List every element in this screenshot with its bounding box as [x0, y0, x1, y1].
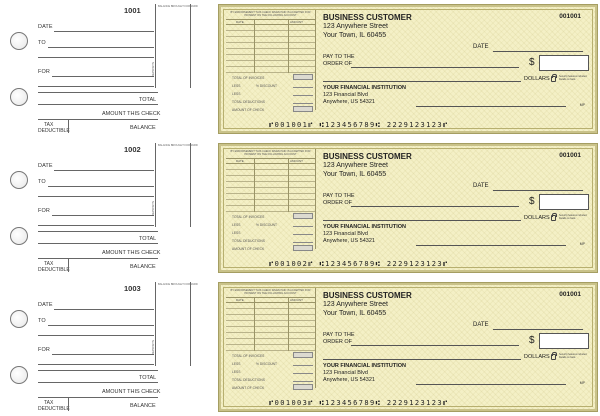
payee-field[interactable]	[351, 67, 519, 68]
micr-line: ⑈001003⑈ ⑆123456789⑆ 2229123123⑈	[269, 399, 449, 407]
deposits-label: DEPOSITS	[151, 340, 155, 356]
payee-field[interactable]	[351, 345, 519, 346]
less-field[interactable]	[293, 90, 313, 96]
customer-address-line1: 123 Anywhere Street	[323, 23, 388, 30]
stub-date-line[interactable]	[54, 170, 154, 171]
total-invoices-field[interactable]	[293, 213, 313, 219]
stub-for-line-2[interactable]	[38, 364, 154, 365]
amount-of-check-field[interactable]	[293, 106, 313, 112]
stub-date-line[interactable]	[54, 31, 154, 32]
less-row	[226, 368, 315, 376]
bank-address-line2: Anywhere, US 54321	[323, 99, 375, 105]
voucher-divider	[254, 20, 255, 73]
voucher-divider	[288, 159, 289, 212]
amount-field[interactable]	[539, 55, 589, 71]
dollars-label: DOLLARS	[524, 76, 550, 82]
micr-line: ⑈001002⑈ ⑆123456789⑆ 2229123123⑈	[269, 260, 449, 268]
amount-of-check-row	[226, 245, 315, 253]
customer-name: BUSINESS CUSTOMER	[323, 13, 412, 22]
voucher-header: BY ENDORSEMENT THIS CHECK WHEN PAID IS ACCEPTED FOR PAYMENT ON THE FOLLOWING ACCOUNT	[226, 10, 315, 20]
micr-line: ⑈001001⑈ ⑆123456789⑆ 2229123123⑈	[269, 121, 449, 129]
customer-name: BUSINESS CUSTOMER	[323, 152, 412, 161]
stub-to-label: TO	[38, 318, 46, 324]
bank-name: YOUR FINANCIAL INSTITUTION	[323, 85, 407, 91]
total-invoices-label: TOTAL OF INVOICES	[232, 354, 265, 358]
less-field[interactable]	[293, 229, 313, 235]
stub-balance-label: BALANCE	[130, 125, 156, 131]
stub-amount-this-check-label: AMOUNT THIS CHECK	[102, 111, 161, 117]
voucher-amount-col: AMOUNT	[290, 298, 303, 302]
less-row	[226, 229, 315, 237]
amount-field[interactable]	[539, 194, 589, 210]
stub-to-line[interactable]	[48, 186, 154, 187]
check-stub	[0, 0, 210, 138]
signature-line[interactable]	[416, 106, 566, 107]
amount-words-field[interactable]	[323, 81, 521, 82]
total-invoices-field[interactable]	[293, 352, 313, 358]
balance-brought-forward-label: BALANCE BROUGHT FORWARD	[158, 5, 198, 8]
check-stub	[0, 278, 210, 416]
less-label: LESS	[232, 362, 241, 366]
signature-line[interactable]	[416, 384, 566, 385]
binder-hole	[10, 366, 28, 384]
pay-to-label	[323, 193, 355, 207]
total-deductions-field[interactable]	[293, 237, 313, 243]
voucher-header: BY ENDORSEMENT THIS CHECK WHEN PAID IS ACCEPTED FOR PAYMENT ON THE FOLLOWING ACCOUNT	[226, 288, 315, 298]
amount-of-check-label: AMOUNT OF CHECK	[232, 386, 265, 390]
stub-date-label: DATE	[38, 302, 53, 308]
amount-words-field[interactable]	[323, 359, 521, 360]
mp-label: MP	[579, 381, 585, 385]
stub-tax-label: TAX	[44, 261, 54, 267]
stub-balance-label: BALANCE	[130, 264, 156, 270]
bank-name: YOUR FINANCIAL INSTITUTION	[323, 363, 407, 369]
check-date-label: DATE	[473, 322, 489, 328]
padlock-icon	[551, 76, 556, 82]
voucher-grid[interactable]	[226, 25, 315, 73]
stub-number: 1002	[124, 145, 141, 154]
stub-balance-label: BALANCE	[130, 403, 156, 409]
payee-field[interactable]	[351, 206, 519, 207]
customer-name: BUSINESS CUSTOMER	[323, 291, 412, 300]
discount-label: % DISCOUNT	[256, 223, 278, 227]
voucher-grid[interactable]	[226, 303, 315, 351]
stub-for-line[interactable]	[52, 76, 154, 77]
less-row	[226, 90, 315, 98]
stub-to-label: TO	[38, 40, 46, 46]
deposits-label: DEPOSITS	[151, 201, 155, 217]
stub-tax-label: TAX	[44, 122, 54, 128]
less-label-2: LESS	[232, 370, 241, 374]
stub-total-label: TOTAL	[139, 236, 157, 242]
check-date-field[interactable]	[493, 190, 583, 191]
total-deductions-label: TOTAL DEDUCTIONS	[232, 239, 265, 243]
amount-field[interactable]	[539, 333, 589, 349]
stub-to-line-2[interactable]	[38, 57, 154, 58]
padlock-icon	[551, 354, 556, 360]
pay-to-line1: PAY TO THE	[323, 332, 355, 338]
voucher-date-col: DATE	[236, 20, 244, 24]
pay-to-line2: ORDER OF	[323, 61, 353, 67]
dollars-label: DOLLARS	[524, 215, 550, 221]
stub-total-label: TOTAL	[139, 97, 157, 103]
stub-to-line-2[interactable]	[38, 335, 154, 336]
amount-of-check-label: AMOUNT OF CHECK	[232, 247, 265, 251]
stub-for-line[interactable]	[52, 354, 154, 355]
stub-to-line[interactable]	[48, 47, 154, 48]
binder-hole	[10, 310, 28, 328]
stub-number: 1001	[124, 6, 141, 15]
total-invoices-row	[226, 352, 315, 360]
discount-row	[226, 221, 315, 229]
stub-deductible-label: DEDUCTIBLE	[38, 267, 70, 273]
padlock-icon	[551, 215, 556, 221]
voucher-divider	[254, 159, 255, 212]
stub-date-label: DATE	[38, 163, 53, 169]
stub-for-line-2[interactable]	[38, 225, 154, 226]
voucher-table	[226, 149, 316, 249]
binder-hole	[10, 32, 28, 50]
voucher-date-col: DATE	[236, 298, 244, 302]
voucher-amount-col: AMOUNT	[290, 159, 303, 163]
check-number: 001001	[559, 152, 581, 159]
pay-to-label	[323, 332, 355, 346]
amount-of-check-field[interactable]	[293, 245, 313, 251]
voucher-date-col: DATE	[236, 159, 244, 163]
voucher-table	[226, 288, 316, 388]
security-features-text: Security features included. Details on back.	[559, 214, 588, 220]
bank-address-line2: Anywhere, US 54321	[323, 377, 375, 383]
bank-name: YOUR FINANCIAL INSTITUTION	[323, 224, 407, 230]
customer-address-line1: 123 Anywhere Street	[323, 301, 388, 308]
total-deductions-row	[226, 237, 315, 245]
less-label: LESS	[232, 84, 241, 88]
discount-label: % DISCOUNT	[256, 362, 278, 366]
total-deductions-label: TOTAL DEDUCTIONS	[232, 378, 265, 382]
stub-for-label: FOR	[38, 69, 50, 75]
stub-to-line[interactable]	[48, 325, 154, 326]
voucher-table	[226, 10, 316, 110]
total-invoices-label: TOTAL OF INVOICES	[232, 215, 265, 219]
total-invoices-label: TOTAL OF INVOICES	[232, 76, 265, 80]
pay-to-line2: ORDER OF	[323, 200, 353, 206]
check-date-field[interactable]	[493, 329, 583, 330]
dollar-sign: $	[529, 335, 535, 346]
stub-for-line-2[interactable]	[38, 86, 154, 87]
bank-address-line1: 123 Financial Blvd	[323, 231, 368, 237]
bank-address-line1: 123 Financial Blvd	[323, 370, 368, 376]
total-deductions-label: TOTAL DEDUCTIONS	[232, 100, 265, 104]
tax-divider	[68, 397, 69, 411]
customer-address-line2: Your Town, IL 60455	[323, 310, 387, 317]
total-deductions-field[interactable]	[293, 98, 313, 104]
deposits-label: DEPOSITS	[151, 62, 155, 78]
voucher-header: BY ENDORSEMENT THIS CHECK WHEN PAID IS ACCEPTED FOR PAYMENT ON THE FOLLOWING ACCOUNT	[226, 149, 315, 159]
deposits-column	[155, 4, 156, 88]
stub-deductible-label: DEDUCTIBLE	[38, 128, 70, 134]
less-label-2: LESS	[232, 92, 241, 96]
pay-to-line2: ORDER OF	[323, 339, 353, 345]
amount-of-check-field[interactable]	[293, 384, 313, 390]
security-features-text: Security features included. Details on back.	[559, 353, 588, 359]
stub-for-line[interactable]	[52, 215, 154, 216]
tax-divider	[68, 258, 69, 272]
voucher-divider	[254, 298, 255, 351]
total-deductions-row	[226, 98, 315, 106]
stub-amount-this-check-label: AMOUNT THIS CHECK	[102, 389, 161, 395]
pay-to-line1: PAY TO THE	[323, 193, 355, 199]
stub-deductible-label: DEDUCTIBLE	[38, 406, 70, 412]
dollars-label: DOLLARS	[524, 354, 550, 360]
total-deductions-field[interactable]	[293, 376, 313, 382]
customer-address-line2: Your Town, IL 60455	[323, 171, 387, 178]
less-field[interactable]	[293, 368, 313, 374]
discount-row	[226, 82, 315, 90]
check-body	[218, 143, 598, 273]
mp-label: MP	[579, 242, 585, 246]
bank-address-line1: 123 Financial Blvd	[323, 92, 368, 98]
balance-column	[190, 282, 191, 366]
voucher-grid[interactable]	[226, 164, 315, 212]
less-label: LESS	[232, 223, 241, 227]
dollar-sign: $	[529, 196, 535, 207]
voucher-amount-col: AMOUNT	[290, 20, 303, 24]
bank-address-line2: Anywhere, US 54321	[323, 238, 375, 244]
security-features-text: Security features included. Details on back.	[559, 75, 588, 81]
stub-date-label: DATE	[38, 24, 53, 30]
stub-total-label: TOTAL	[139, 375, 157, 381]
check-date-label: DATE	[473, 183, 489, 189]
stub-amount-this-check-label: AMOUNT THIS CHECK	[102, 250, 161, 256]
customer-address-line2: Your Town, IL 60455	[323, 32, 387, 39]
balance-brought-forward-label: BALANCE BROUGHT FORWARD	[158, 283, 198, 286]
stub-date-line[interactable]	[54, 309, 154, 310]
check-number: 001001	[559, 291, 581, 298]
discount-field[interactable]	[293, 360, 313, 366]
check-number: 001001	[559, 13, 581, 20]
deposits-column	[155, 143, 156, 227]
check-date-label: DATE	[473, 44, 489, 50]
stub-for-label: FOR	[38, 208, 50, 214]
customer-address-line1: 123 Anywhere Street	[323, 162, 388, 169]
balance-column	[190, 4, 191, 88]
balance-brought-forward-label: BALANCE BROUGHT FORWARD	[158, 144, 198, 147]
less-label-2: LESS	[232, 231, 241, 235]
tax-divider	[68, 119, 69, 133]
dollar-sign: $	[529, 57, 535, 68]
total-invoices-field[interactable]	[293, 74, 313, 80]
signature-line[interactable]	[416, 245, 566, 246]
binder-hole	[10, 227, 28, 245]
check-body	[218, 282, 598, 412]
stub-tax-label: TAX	[44, 400, 54, 406]
discount-field[interactable]	[293, 221, 313, 227]
discount-field[interactable]	[293, 82, 313, 88]
stub-for-label: FOR	[38, 347, 50, 353]
total-invoices-row	[226, 74, 315, 82]
check-stub	[0, 139, 210, 277]
binder-hole	[10, 171, 28, 189]
binder-hole	[10, 88, 28, 106]
amount-of-check-label: AMOUNT OF CHECK	[232, 108, 265, 112]
check-body	[218, 4, 598, 134]
amount-of-check-row	[226, 384, 315, 392]
amount-of-check-row	[226, 106, 315, 114]
balance-column	[190, 143, 191, 227]
stub-to-line-2[interactable]	[38, 196, 154, 197]
stub-number: 1003	[124, 284, 141, 293]
mp-label: MP	[579, 103, 585, 107]
check-date-field[interactable]	[493, 51, 583, 52]
pay-to-label	[323, 54, 355, 68]
stub-to-label: TO	[38, 179, 46, 185]
discount-label: % DISCOUNT	[256, 84, 278, 88]
pay-to-line1: PAY TO THE	[323, 54, 355, 60]
discount-row	[226, 360, 315, 368]
voucher-divider	[288, 298, 289, 351]
total-deductions-row	[226, 376, 315, 384]
deposits-column	[155, 282, 156, 366]
voucher-divider	[288, 20, 289, 73]
total-invoices-row	[226, 213, 315, 221]
amount-words-field[interactable]	[323, 220, 521, 221]
